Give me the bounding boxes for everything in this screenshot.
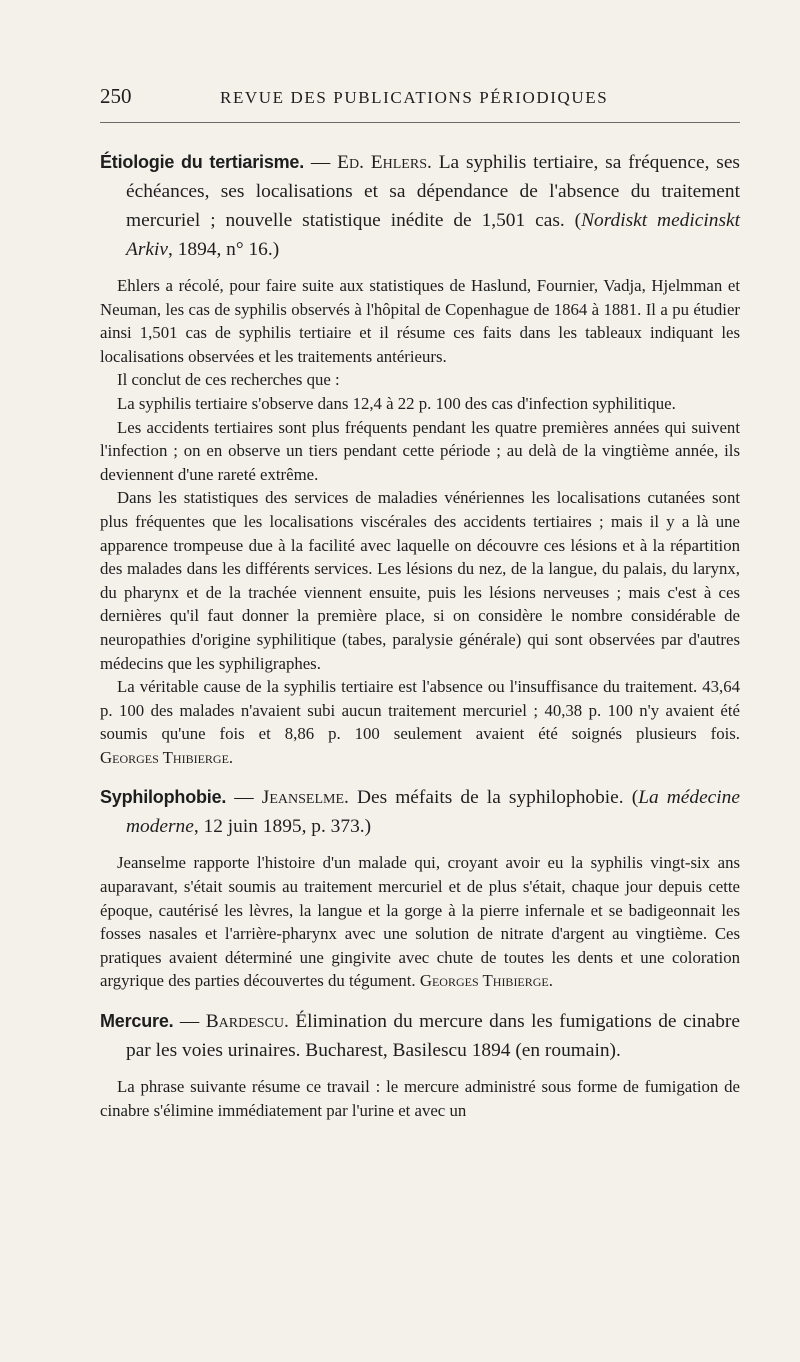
- entry-rubric: Étiologie du tertiarisme.: [100, 152, 305, 172]
- entry-title: Élimination du mercure dans les fumigations de cinabre par les voies urinaires. Bucharest, Basilescu 1894 (en roumain).: [126, 1011, 740, 1062]
- paragraph: La syphilis tertiaire s'observe dans 12,4 à 22 p. 100 des cas d'infection syphilitique.: [117, 393, 676, 413]
- entry-title: La syphilis tertiaire, sa fréquence, ses échéances, ses localisations et sa dépendance de l'absence du traitement mercuriel ; nouvelle statistique inédite de 1,501 cas. (: [126, 152, 740, 231]
- page-number: 250: [100, 84, 132, 108]
- header-rule: [100, 122, 740, 123]
- paragraph-text: La véritable cause de la syphilis tertiaire est l'absence ou l'insuffisance du traitement. 43,64 p. 100 des malades n'avaient subi aucun traitement mercuriel ; 40,38 p. 100 n'y avaient été soumis qu'une fois et 8,86 p. 100 seulement avaient été soignés plusieurs fois.: [100, 677, 740, 744]
- entry-author: Bardescu.: [205, 1011, 289, 1033]
- entry-rubric: Syphilophobie.: [100, 787, 227, 808]
- page-header: [100, 80, 740, 116]
- paragraph-text: Jeanselme rapporte l'histoire d'un malade qui, croyant avoir eu la syphilis vingt-six ans auparavant, s'était soumis au traitement mercuriel et de plus s'était, chaque jour depuis cette époque, cautérisé les lèvres, la langue et la gorge à la pierre infernale et se badigeonnait les fosses nasales et l'arrière-pharynx avec une solution de nitrate d'argent au vingtième. Ces pratiques avaient déterminé une gingivite avec chute de toutes les dents et une coloration argyrique des parties découvertes du tégument.: [100, 853, 740, 991]
- paragraph: La phrase suivante résume ce travail : le mercure administré sous forme de fumigation de cinabre s'élimine immédiatement par l'urine et avec un: [100, 1077, 740, 1120]
- entry-heading: Syphilophobie. — Jeanselme. Des méfaits de la syphilophobie. (La médecine moderne, 12 juin 1895, p. 373.): [100, 787, 740, 838]
- paragraph: [100, 851, 740, 993]
- entry-title: Des méfaits de la syphilophobie. (: [356, 787, 639, 809]
- entry-heading: Mercure. — Bardescu. Élimination du mercure dans les fumigations de cinabre par les voies urinaires. Bucharest, Basilescu 1894 (en roumain).: [100, 1011, 740, 1062]
- entry-heading: Étiologie du tertiarisme. — Ed. Ehlers. La syphilis tertiaire, sa fréquence, ses échéances, ses localisations et sa dépendance de l'absence du traitement mercuriel ; nouvelle statistique inédite de 1,501 cas. (Nordiskt medicinskt Arkiv, 1894, n° 16.): [100, 152, 740, 260]
- paragraph: Dans les statistiques des services de maladies vénériennes les localisations cutanées sont plus fréquentes que les localisations viscérales des accidents tertiaires ; mais il y a là une apparence trompeuse due à la facilité avec laquelle on découvre ces lésions et à la répartition des malades dans les différents services. Les lésions du nez, de la langue, du palais, du larynx, du pharynx et de la trachée viennent ensuite, puis les lésions nerveuses ; mais c'est à ces dernières qu'il faut donner la première place, si on considère le nombre considérable de neuropathies d'origine syphilitique (tabes, paralysie générale) qui sont observées par d'autres médecins que les syphiligraphes.: [100, 488, 740, 673]
- paragraph: Il conclut de ces recherches que :: [117, 370, 340, 390]
- entry-citation: , 1894, n° 16.): [168, 239, 280, 260]
- running-title: REVUE DES PUBLICATIONS PÉRIODIQUES: [220, 88, 609, 107]
- paragraph: [100, 675, 740, 769]
- entry-author: Jeanselme.: [261, 787, 349, 809]
- paragraph: Ehlers a récolé, pour faire suite aux statistiques de Haslund, Fournier, Vadja, Hjelmman et Neuman, les cas de syphilis observés à l'hôpital de Copenhague de 1864 à 1881. Il a pu étudier ainsi 1,501 cas de syphilis tertiaire et il résume ces faits dans les tableaux indiquant les localisations observées et les traitements antérieurs.: [100, 276, 740, 366]
- entry-rubric: Mercure.: [100, 1011, 174, 1032]
- signature: Georges Thibierge.: [100, 747, 234, 767]
- page-body: [100, 148, 740, 1122]
- paragraph: Les accidents tertiaires sont plus fréquents pendant les quatre premières années qui suivent l'infection ; on en observe un tiers pendant cette période ; au delà de la vingtième année, ils deviennent d'une rareté extrême.: [100, 417, 740, 484]
- entry-source: La médecine moderne: [126, 787, 740, 838]
- entry-citation: , 12 juin 1895, p. 373.): [193, 816, 372, 838]
- entry-author: Ed. Ehlers.: [337, 152, 432, 173]
- entry-source: Nordiskt medicinskt Arkiv: [126, 210, 740, 260]
- signature: Georges Thibierge.: [419, 971, 553, 991]
